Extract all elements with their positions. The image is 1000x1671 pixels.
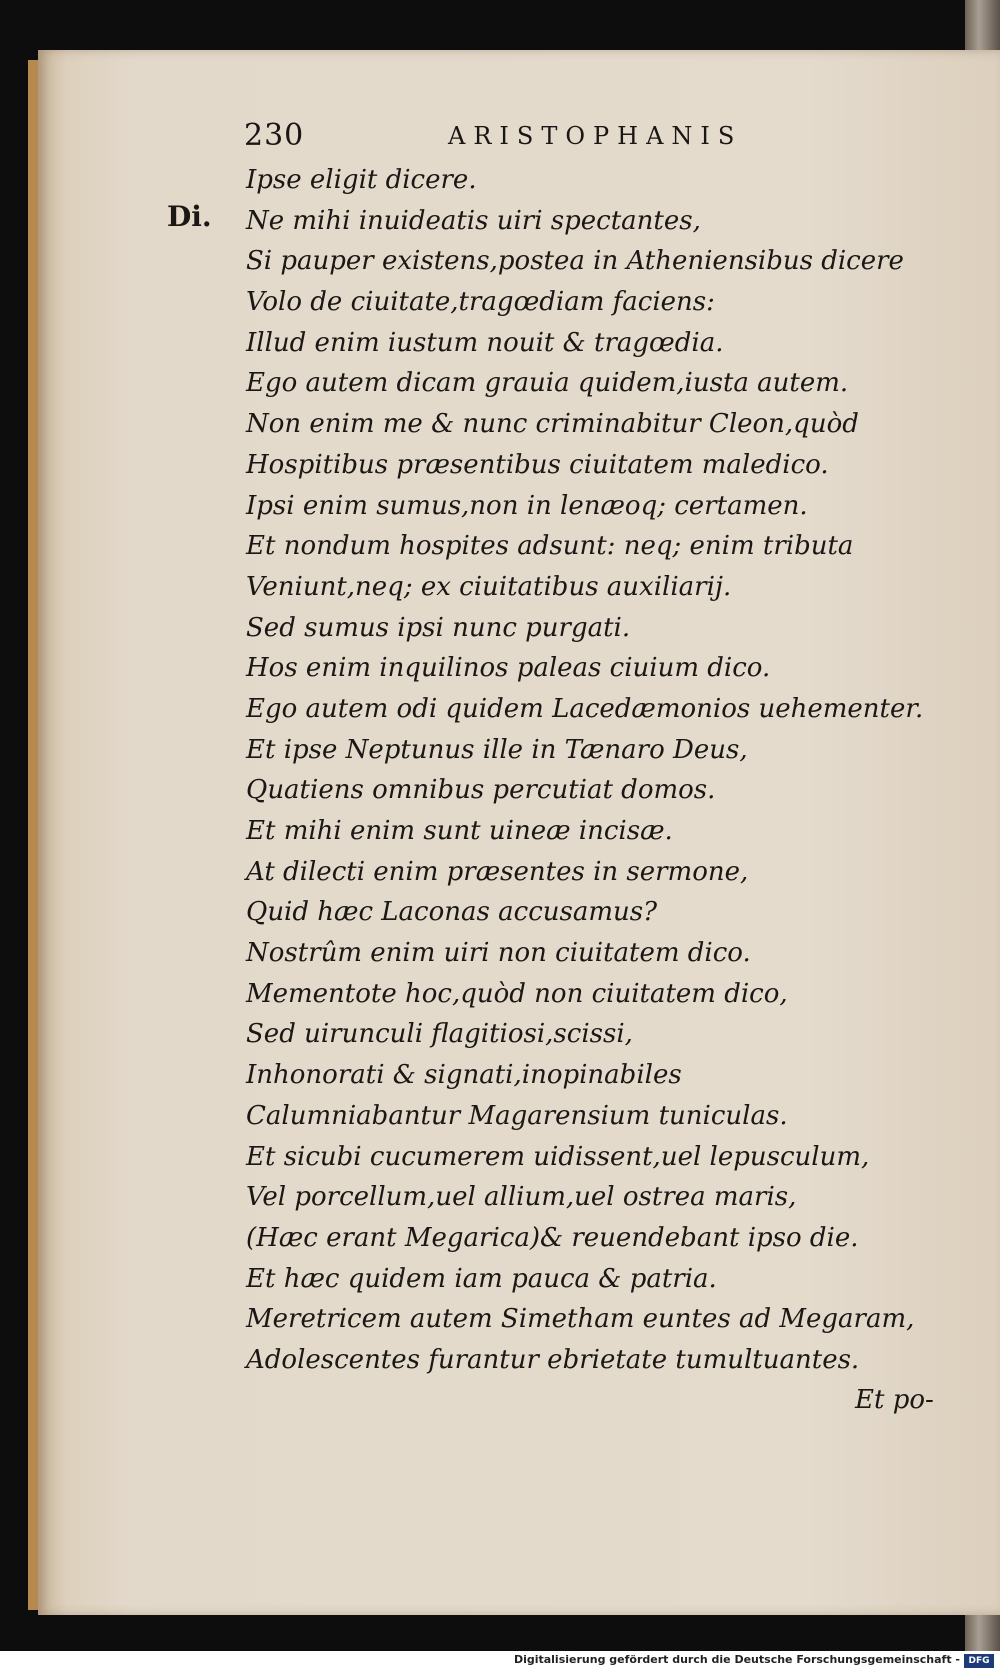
verse-line: Et mihi enim sunt uineæ incisæ. (246, 816, 673, 846)
verse-line: Ego autem odi quidem Lacedæmonios uehementer. (246, 693, 924, 724)
verse-line: Nostrûm enim uiri non ciuitatem dico. (246, 938, 751, 969)
verse-line: Ipse eligit dicere. (246, 165, 477, 195)
page-number: 230 (244, 118, 305, 153)
verse-line: Sed sumus ipsi nunc purgati. (246, 612, 631, 643)
verse-text (246, 160, 946, 1381)
verse-line: Quid hæc Laconas accusamus? (246, 897, 658, 928)
footer-credit: Digitalisierung gefördert durch die Deutsche Forschungsgemeinschaft - (513, 1653, 960, 1666)
verse-line: Ego autem dicam grauia quidem,iusta autem. (246, 368, 849, 399)
verse-line: Si pauper existens,postea in Atheniensibus dicere (246, 246, 904, 277)
verse-line: Ipsi enim sumus,non in lenæoq; certamen. (246, 490, 808, 521)
verse-line: Veniunt,neq; ex ciuitatibus auxiliarij. (246, 571, 732, 602)
verse-line: Hospitibus præsentibus ciuitatem maledico. (246, 449, 829, 480)
verse-line: Vel porcellum,uel allium,uel ostrea maris, (246, 1182, 797, 1213)
verse-line: Mementote hoc,quòd non ciuitatem dico, (246, 978, 788, 1009)
verse-line: Inhonorati & signati,inopinabiles (246, 1060, 682, 1091)
running-head: ARISTOPHANIS (448, 122, 743, 150)
verse-line: Et sicubi cucumerem uidissent,uel lepusculum, (246, 1141, 870, 1172)
verse-line: Adolescentes furantur ebrietate tumultuantes. (246, 1344, 860, 1375)
verse-line: Et ipse Neptunus ille in Tænaro Deus, (246, 734, 748, 765)
verse-line: (Hæc erant Megarica)& reuendebant ipso die. (246, 1222, 859, 1253)
verse-line: Ne mihi inuideatis uiri spectantes, (246, 205, 701, 236)
verse-line: Quatiens omnibus percutiat domos. (246, 775, 716, 806)
verse-line: Sed uirunculi flagitiosi,scissi, (246, 1019, 633, 1050)
verse-line: Hos enim inquilinos paleas ciuium dico. (246, 653, 771, 684)
verse-line: Et hæc quidem iam pauca & patria. (246, 1263, 717, 1294)
digitization-footer (0, 1651, 1000, 1671)
verse-line: At dilecti enim præsentes in sermone, (246, 856, 749, 887)
verse-line: Non enim me & nunc criminabitur Cleon,quòd (246, 409, 859, 440)
verse-line: Illud enim iustum nouit & tragœdia. (246, 327, 724, 358)
catchword: Et po- (855, 1385, 934, 1415)
verse-line: Calumniabantur Magarensium tuniculas. (246, 1100, 788, 1131)
dfg-logo: DFG (964, 1654, 994, 1668)
verse-line: Et nondum hospites adsunt: neq; enim tributa (246, 531, 854, 562)
speaker-label: Di. (167, 200, 212, 233)
verse-line: Volo de ciuitate,tragœdiam faciens: (246, 287, 715, 318)
verse-line: Meretricem autem Simetham euntes ad Megaram, (246, 1304, 915, 1335)
page-header (0, 118, 1000, 158)
